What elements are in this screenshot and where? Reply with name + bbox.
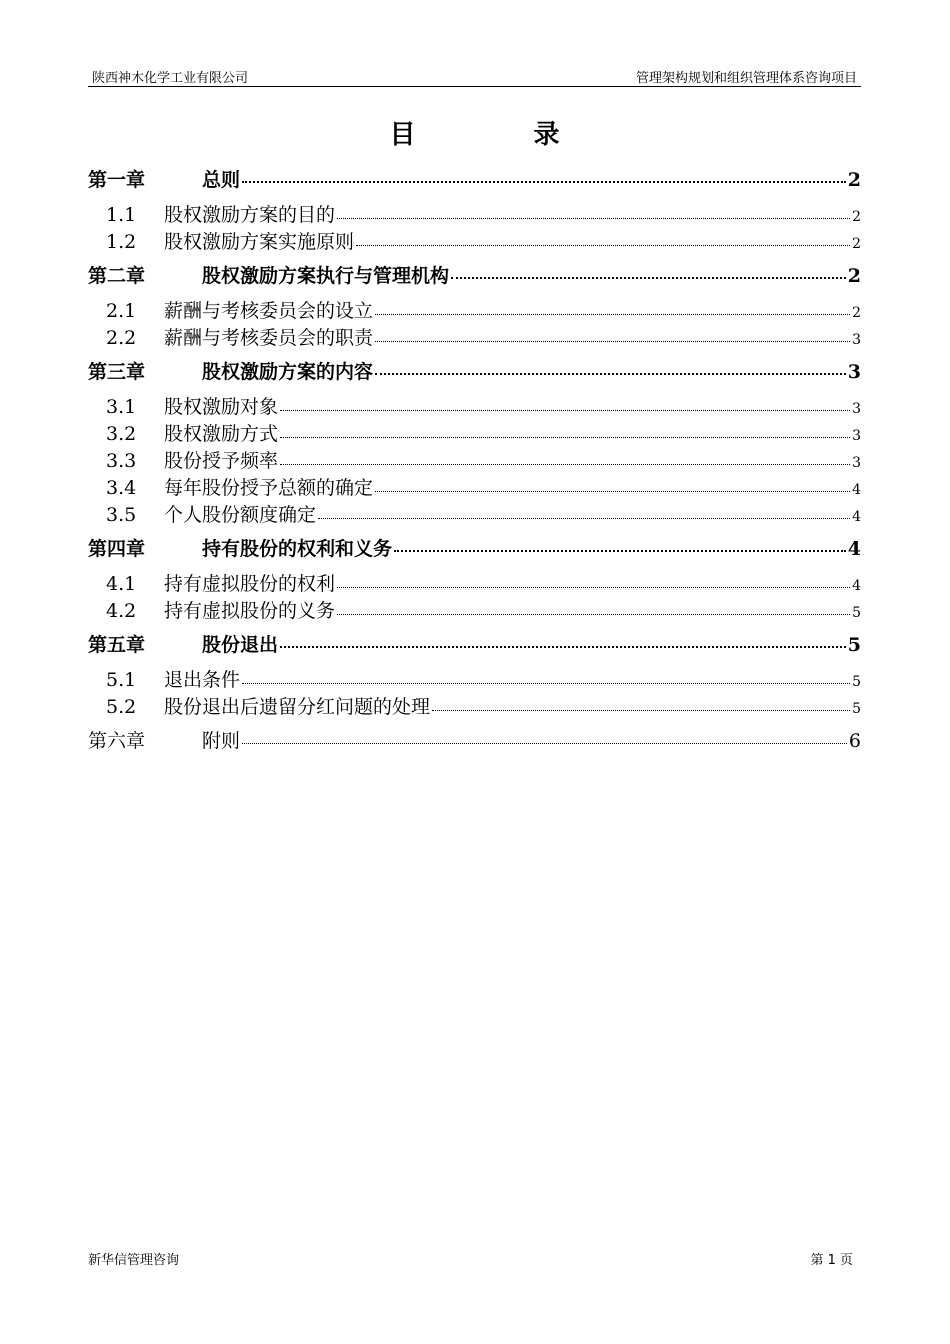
dot-leader <box>337 218 850 219</box>
toc-title-char-1: 目 <box>389 120 416 150</box>
section-page: 3 <box>852 455 861 471</box>
chapter-title: 股权激励方案的内容 <box>202 361 374 383</box>
section-title: 股权激励方式 <box>164 423 279 445</box>
section-title: 每年股份授予总额的确定 <box>164 477 374 499</box>
section-number: 4.2 <box>106 600 137 622</box>
chapter-number: 第四章 <box>88 538 146 560</box>
dot-leader <box>394 550 846 552</box>
section-title: 股权激励方案的目的 <box>164 204 336 226</box>
section-title: 退出条件 <box>164 669 241 691</box>
section-page: 4 <box>852 578 861 594</box>
dot-leader <box>280 437 850 438</box>
toc-section-3-4[interactable] <box>88 475 861 502</box>
header-project: 管理架构规划和组织管理体系咨询项目 <box>635 71 857 86</box>
footer-page-number: 第 1 页 <box>810 1253 853 1268</box>
toc-section-1-2[interactable] <box>88 229 861 256</box>
dot-leader <box>337 587 850 588</box>
toc-section-2-1[interactable] <box>88 298 861 325</box>
toc-chapter-4[interactable] <box>88 529 861 571</box>
section-page: 5 <box>852 674 861 690</box>
chapter-title: 股权激励方案执行与管理机构 <box>202 265 450 287</box>
dot-leader <box>375 373 846 375</box>
toc-section-3-1[interactable] <box>88 394 861 421</box>
header-company: 陕西神木化学工业有限公司 <box>92 71 249 86</box>
dot-leader <box>375 314 850 315</box>
dot-leader <box>356 245 850 246</box>
dot-leader <box>451 277 846 279</box>
section-title: 股份授予频率 <box>164 450 279 472</box>
section-page: 3 <box>852 332 861 348</box>
section-page: 4 <box>852 509 861 525</box>
toc-section-5-1[interactable] <box>88 667 861 694</box>
footer-company: 新华信管理咨询 <box>88 1253 180 1268</box>
page-footer <box>88 1249 861 1269</box>
dot-leader <box>318 518 850 519</box>
chapter-page: 2 <box>847 169 861 191</box>
dot-leader <box>375 491 850 492</box>
toc-section-3-2[interactable] <box>88 421 861 448</box>
toc-section-4-2[interactable] <box>88 598 861 625</box>
chapter-title: 持有股份的权利和义务 <box>202 538 393 560</box>
dot-leader <box>242 683 850 684</box>
dot-leader <box>280 646 846 648</box>
toc-chapter-5[interactable] <box>88 625 861 667</box>
chapter-title: 股份退出 <box>202 634 279 656</box>
dot-leader <box>375 341 850 342</box>
section-page: 5 <box>852 701 861 717</box>
section-number: 3.3 <box>106 450 137 472</box>
dot-leader <box>337 614 850 615</box>
section-number: 4.1 <box>106 573 137 595</box>
toc-chapter-1[interactable] <box>88 160 861 202</box>
table-of-contents <box>88 160 861 763</box>
section-number: 1.2 <box>106 231 137 253</box>
section-title: 薪酬与考核委员会的设立 <box>164 300 374 322</box>
section-page: 2 <box>852 209 861 225</box>
chapter-page: 3 <box>847 361 861 383</box>
section-number: 1.1 <box>106 204 137 226</box>
chapter-page: 4 <box>847 538 861 560</box>
chapter-number: 第一章 <box>88 169 146 191</box>
section-title: 股权激励对象 <box>164 396 279 418</box>
chapter-number: 第三章 <box>88 361 146 383</box>
section-title: 股份退出后遗留分红问题的处理 <box>164 696 431 718</box>
chapter-number: 第二章 <box>88 265 146 287</box>
section-number: 3.2 <box>106 423 137 445</box>
dot-leader <box>280 464 850 465</box>
section-number: 3.4 <box>106 477 137 499</box>
chapter-page: 6 <box>848 730 861 752</box>
chapter-page: 2 <box>847 265 861 287</box>
chapter-title: 附则 <box>202 730 241 752</box>
section-page: 2 <box>852 305 861 321</box>
section-title: 持有虚拟股份的权利 <box>164 573 336 595</box>
toc-section-1-1[interactable] <box>88 202 861 229</box>
chapter-title: 总则 <box>202 169 241 191</box>
section-title: 个人股份额度确定 <box>164 504 317 526</box>
section-page: 3 <box>852 401 861 417</box>
chapter-number: 第六章 <box>88 730 146 752</box>
page-header <box>88 66 861 87</box>
toc-chapter-3[interactable] <box>88 352 861 394</box>
section-number: 2.2 <box>106 327 137 349</box>
toc-chapter-6[interactable] <box>88 721 861 763</box>
section-number: 2.1 <box>106 300 137 322</box>
dot-leader <box>242 181 846 183</box>
section-number: 5.2 <box>106 696 137 718</box>
toc-section-2-2[interactable] <box>88 325 861 352</box>
dot-leader <box>280 410 850 411</box>
dot-leader <box>432 710 850 711</box>
section-number: 3.5 <box>106 504 137 526</box>
toc-section-3-5[interactable] <box>88 502 861 529</box>
section-number: 3.1 <box>106 396 137 418</box>
dot-leader <box>242 743 847 744</box>
section-page: 5 <box>852 605 861 621</box>
section-number: 5.1 <box>106 669 137 691</box>
toc-title <box>88 114 861 151</box>
toc-section-5-2[interactable] <box>88 694 861 721</box>
toc-section-3-3[interactable] <box>88 448 861 475</box>
toc-chapter-2[interactable] <box>88 256 861 298</box>
section-title: 股权激励方案实施原则 <box>164 231 355 253</box>
chapter-page: 5 <box>847 634 861 656</box>
section-title: 持有虚拟股份的义务 <box>164 600 336 622</box>
toc-section-4-1[interactable] <box>88 571 861 598</box>
section-page: 3 <box>852 428 861 444</box>
section-page: 4 <box>852 482 861 498</box>
chapter-number: 第五章 <box>88 634 146 656</box>
section-page: 2 <box>852 236 861 252</box>
section-title: 薪酬与考核委员会的职责 <box>164 327 374 349</box>
toc-title-char-2: 录 <box>533 120 560 150</box>
